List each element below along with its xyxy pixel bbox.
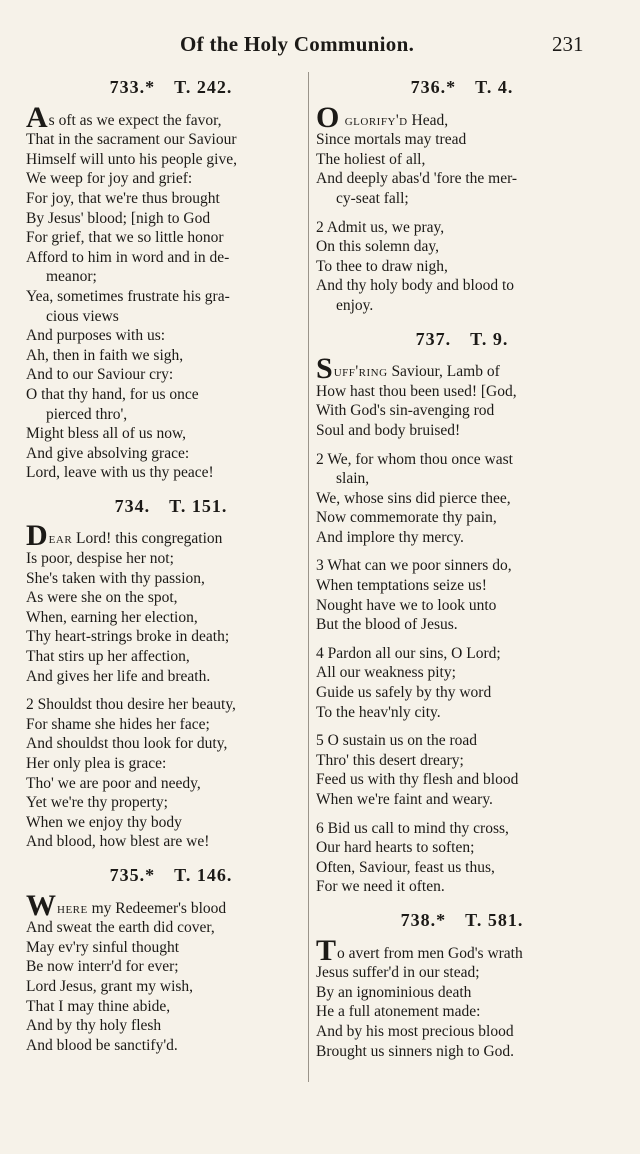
verse-line: Now commemorate thy pain,	[316, 509, 497, 527]
verse-line: Often, Saviour, feast us thus,	[316, 858, 495, 876]
verse-line: By Jesus' blood; [nigh to God	[26, 209, 211, 227]
verse-line: When we're faint and weary.	[316, 791, 493, 808]
verse-line: May ev'ry sinful thought	[26, 938, 180, 956]
drop-cap: W	[26, 888, 56, 922]
stanza	[316, 644, 608, 722]
stanza	[316, 100, 608, 209]
verse-line: 4 Pardon all our sins, O Lord;	[316, 644, 501, 662]
hymn-number: 735.*	[109, 864, 156, 885]
verse-line: That I may thine abide,	[26, 997, 171, 1015]
drop-cap: O	[316, 100, 340, 134]
verse-line: She's taken with thy passion,	[26, 569, 205, 587]
verse-line: 2 We, for whom thou once wast	[316, 450, 513, 468]
verse-line: When temptations seize us!	[316, 577, 487, 595]
verse-line: On this solemn day,	[316, 238, 439, 256]
stanza	[316, 450, 608, 548]
verse-line: 5 O sustain us on the road	[316, 732, 478, 750]
verse-line: Thy heart-strings broke in death;	[26, 628, 230, 646]
drop-cap: D	[26, 519, 48, 553]
hymn-heading	[316, 78, 608, 98]
verse-line: Himself will unto his people give,	[26, 150, 237, 168]
hymn-heading	[316, 911, 608, 931]
verse-line: But the blood of Jesus.	[316, 616, 458, 634]
verse-line: Jesus suffer'd in our stead;	[316, 964, 480, 982]
verse-line: We weep for joy and grief:	[26, 170, 193, 188]
verse-line: slain,	[336, 470, 370, 488]
hymn-tune: T. 151.	[169, 495, 228, 516]
hymn-number: 737.	[415, 328, 452, 349]
drop-cap: A	[26, 100, 48, 134]
verse-line	[26, 100, 316, 134]
drop-cap: S	[316, 352, 333, 386]
stanza	[26, 100, 316, 483]
line-text: Saviour, Lamb of	[387, 363, 500, 381]
verse-line	[316, 352, 608, 386]
small-caps-text: here	[57, 899, 88, 917]
verse-line	[316, 100, 608, 134]
verse-line	[26, 519, 316, 553]
verse-line: The holiest of all,	[316, 150, 426, 168]
small-caps-text: uff'ring	[333, 363, 388, 381]
stanza	[316, 731, 608, 809]
verse-line: He a full atonement made:	[316, 1003, 481, 1021]
stanza	[316, 556, 608, 634]
verse-line: For joy, that we're thus brought	[26, 189, 220, 207]
hymn-number: 738.*	[400, 909, 447, 930]
running-head	[0, 30, 640, 62]
verse-line: We, whose sins did pierce thee,	[316, 489, 511, 507]
hymn	[316, 330, 608, 897]
verse-line: Feed us with thy flesh and blood	[316, 771, 519, 789]
stanza	[26, 695, 316, 852]
verse-line: And by his most precious blood	[316, 1022, 514, 1040]
verse-line: Thro' this desert dreary;	[316, 751, 464, 769]
hymn-tune: T. 9.	[470, 328, 509, 349]
line-text: Head,	[407, 111, 449, 129]
verse-line: And gives her life and breath.	[26, 667, 211, 685]
verse-line: That in the sacrament our Saviour	[26, 131, 237, 149]
hymn-tune: T. 4.	[475, 77, 514, 97]
stanza	[316, 352, 608, 440]
verse-line: For we need it often.	[316, 878, 445, 896]
small-caps-text: glorify'd	[340, 111, 408, 129]
hymn-heading	[316, 330, 608, 350]
verse-line: To thee to draw nigh,	[316, 257, 448, 275]
verse-line: And to our Saviour cry:	[26, 366, 174, 384]
verse-line: 2 Admit us, we pray,	[316, 218, 445, 236]
verse-line: Brought us sinners nigh to God.	[316, 1042, 515, 1060]
hymn-heading	[26, 497, 316, 517]
verse-line: And blood, how blest are we!	[26, 833, 210, 851]
verse-line: Yea, sometimes frustrate his gra-	[26, 287, 230, 305]
line-text: my Redeemer's blood	[87, 899, 227, 917]
verse-line: Afford to him in word and in de-	[26, 248, 230, 266]
page-number: 231	[552, 32, 584, 56]
line-text: s oft as we expect the favor,	[48, 111, 222, 129]
small-caps-text: ear	[48, 530, 73, 548]
verse-line: 6 Bid us call to mind thy cross,	[316, 819, 509, 837]
hymn	[26, 866, 316, 1055]
column-divider	[308, 72, 309, 1082]
verse-line: Since mortals may tread	[316, 131, 467, 149]
right-column	[316, 72, 608, 1075]
stanza	[26, 519, 316, 686]
page-title: Of the Holy Communion.	[180, 32, 415, 56]
verse-line: For grief, that we so little honor	[26, 229, 224, 247]
verse-line: Tho' we are poor and needy,	[26, 774, 201, 792]
verse-line: How hast thou been used! [God,	[316, 382, 517, 400]
verse-line: That stirs up her affection,	[26, 648, 190, 666]
verse-line: For shame she hides her face;	[26, 715, 210, 733]
line-text: Lord! this congregation	[72, 530, 223, 548]
verse-line: Yet we're thy property;	[26, 794, 168, 812]
verse-line: Soul and body bruised!	[316, 421, 461, 439]
stanza	[316, 819, 608, 897]
hymn-heading	[26, 78, 316, 98]
hymn	[316, 911, 608, 1061]
hymn	[26, 78, 316, 483]
hymn-number: 736.*	[410, 77, 457, 97]
verse-line: Might bless all of us now,	[26, 425, 187, 443]
verse-line: And purposes with us:	[26, 327, 166, 345]
hymn	[26, 497, 316, 852]
line-text: o avert from men God's wrath	[337, 944, 523, 962]
verse-line: enjoy.	[336, 296, 374, 314]
verse-line: cious views	[46, 307, 119, 325]
verse-line: All our weakness pity;	[316, 664, 456, 682]
verse-line: O that thy hand, for us once	[26, 385, 199, 403]
hymn-number: 734.	[114, 495, 151, 516]
verse-line: By an ignominious death	[316, 983, 472, 1001]
hymn-tune: T. 581.	[465, 909, 524, 930]
verse-line: cy-seat fall;	[336, 189, 409, 207]
verse-line: Lord Jesus, grant my wish,	[26, 977, 194, 995]
verse-line: Nought have we to look unto	[316, 596, 497, 614]
drop-cap: T	[316, 933, 337, 967]
hymn-tune: T. 242.	[174, 77, 233, 97]
verse-line: Her only plea is grace:	[26, 755, 167, 772]
hymn-number: 733.*	[109, 77, 156, 97]
verse-line: And shouldst thou look for duty,	[26, 735, 228, 753]
verse-line: Guide us safely by thy word	[316, 684, 492, 702]
verse-line: 3 What can we poor sinners do,	[316, 557, 512, 575]
hymn-tune: T. 146.	[174, 864, 233, 885]
verse-line: With God's sin-avenging rod	[316, 402, 495, 420]
verse-line: And by thy holy flesh	[26, 1017, 162, 1035]
verse-line: meanor;	[46, 268, 97, 286]
hymn-heading	[26, 866, 316, 886]
verse-line: And implore thy mercy.	[316, 528, 464, 546]
verse-line: And sweat the earth did cover,	[26, 919, 215, 937]
verse-line: 2 Shouldst thou desire her beauty,	[26, 696, 236, 714]
verse-line: When we enjoy thy body	[26, 813, 182, 831]
verse-line: And give absolving grace:	[26, 444, 190, 462]
stanza	[316, 933, 608, 1062]
verse-line: Our hard hearts to soften;	[316, 839, 475, 857]
verse-line: Be now interr'd for ever;	[26, 958, 179, 976]
verse-line: Is poor, despise her not;	[26, 550, 174, 568]
verse-line: To the heav'nly city.	[316, 703, 441, 721]
hymn	[316, 78, 608, 316]
verse-line: As were she on the spot,	[26, 589, 178, 607]
verse-line: And blood be sanctify'd.	[26, 1036, 178, 1054]
stanza	[26, 888, 316, 1056]
verse-line: Lord, leave with us thy peace!	[26, 464, 214, 482]
left-column	[26, 72, 316, 1069]
verse-line: And deeply abas'd 'fore the mer-	[316, 170, 518, 188]
verse-line: pierced thro',	[46, 405, 128, 423]
verse-line: When, earning her election,	[26, 608, 198, 626]
verse-line: Ah, then in faith we sigh,	[26, 346, 184, 364]
stanza	[316, 218, 608, 316]
verse-line	[316, 933, 608, 967]
verse-line	[26, 888, 316, 922]
verse-line: And thy holy body and blood to	[316, 277, 515, 295]
